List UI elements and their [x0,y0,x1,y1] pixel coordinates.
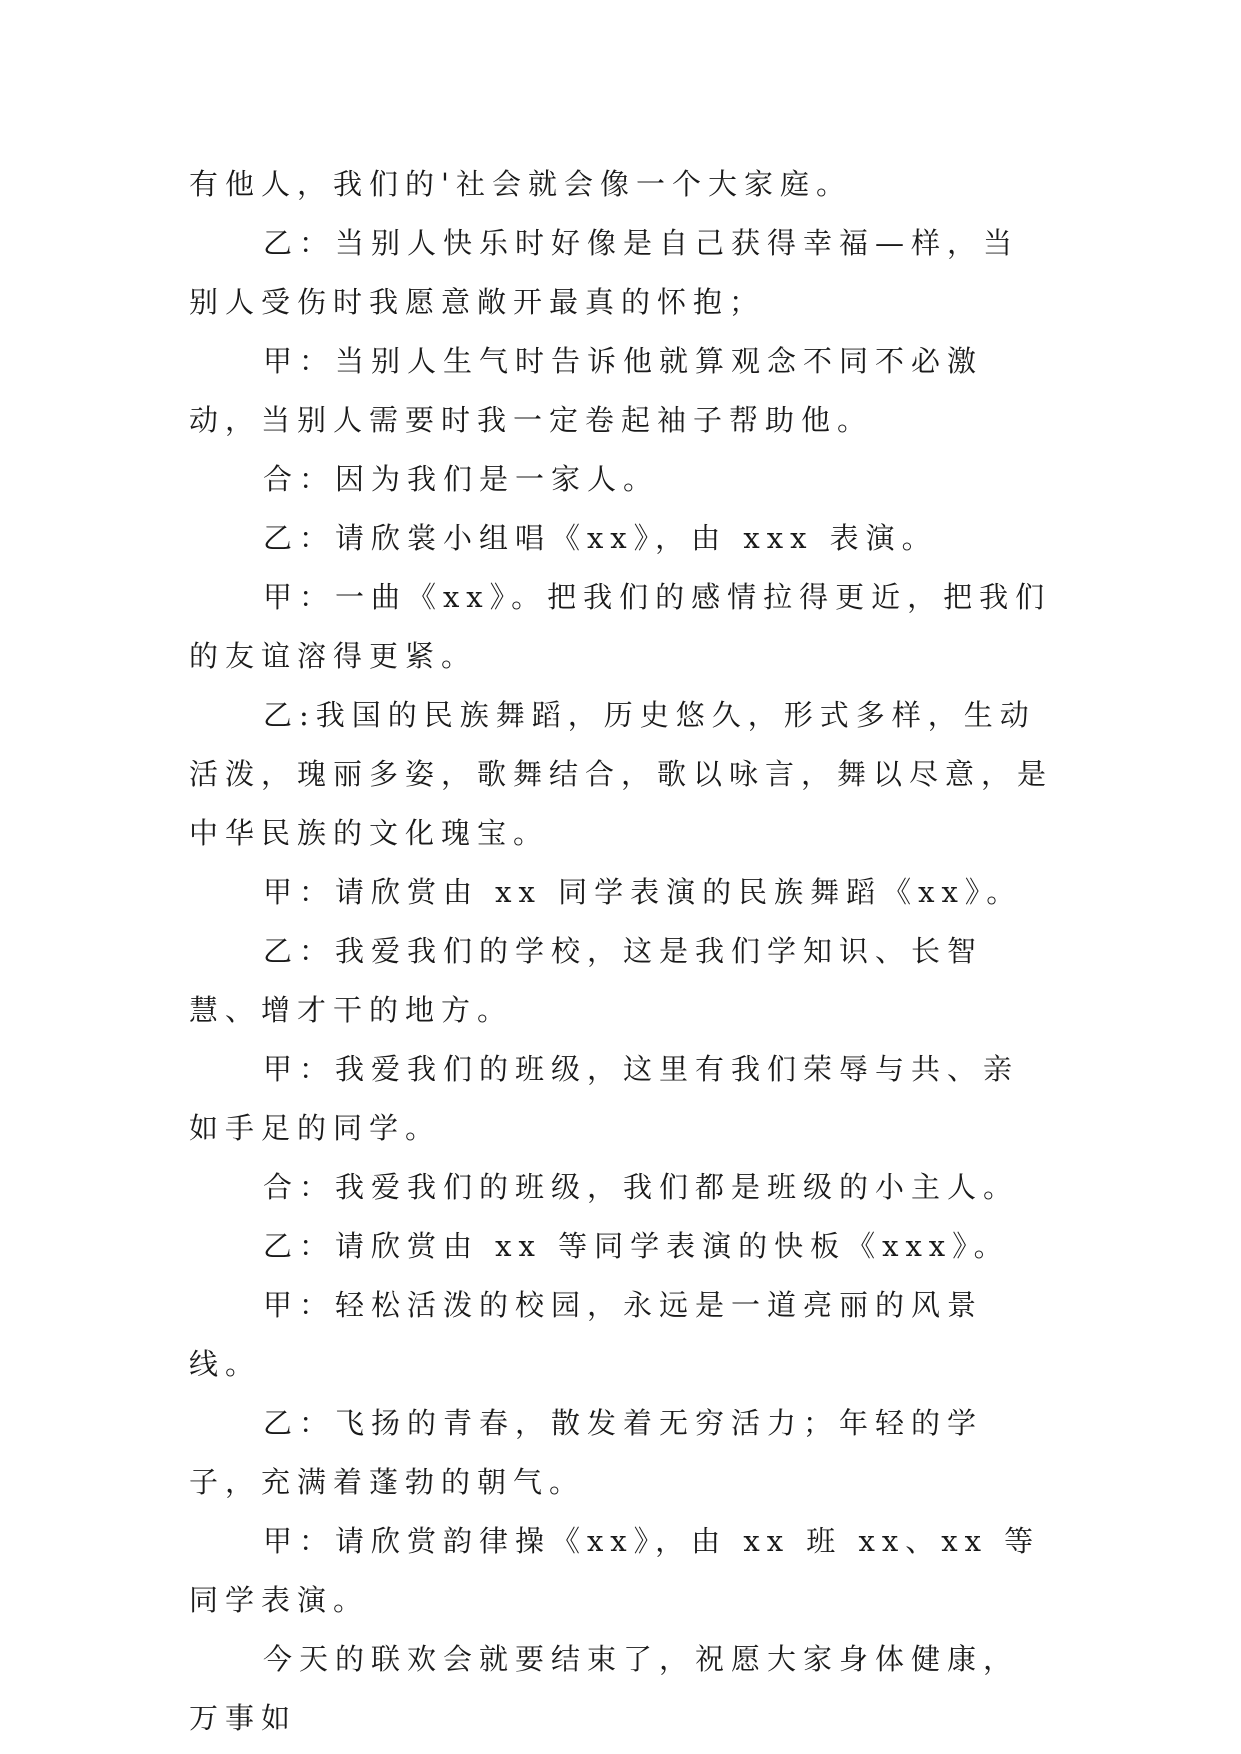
paragraph: 甲：当别人生气时告诉他就算观念不同不必激动，当别人需要时我一定卷起袖子帮助他。 [189,344,983,437]
paragraph: 甲：请欣赏由 xx 同学表演的民族舞蹈《xx》。 [262,875,1023,909]
paragraph: 乙：飞扬的青春，散发着无穷活力；年轻的学子，充满着蓬勃的朝气。 [189,1406,983,1499]
paragraph: 甲：请欣赏韵律操《xx》，由 xx 班 xx、xx 等同学表演。 [189,1524,1041,1617]
paragraph: 合：因为我们是一家人。 [262,462,659,496]
document-body [189,155,1054,1748]
paragraph: 甲：一曲《xx》。把我们的感情拉得更近，把我们的友谊溶得更紧。 [189,580,1052,673]
paragraph: 甲：轻松活泼的校园，永远是一道亮丽的风景线。 [189,1288,983,1381]
paragraph: 乙：我爱我们的学校，这是我们学知识、长智慧、增才干的地方。 [189,934,983,1027]
paragraph: 甲：我爱我们的班级，这里有我们荣辱与共、亲如手足的同学。 [189,1052,1019,1145]
paragraph: 乙：请欣裳小组唱《xx》，由 xxx 表演。 [262,521,938,555]
paragraph: 今天的联欢会就要结束了，祝愿大家身体健康，万事如 [189,1642,1019,1735]
paragraph: 乙:我国的民族舞蹈，历史悠久，形式多样，生动活泼，瑰丽多姿，歌舞结合，歌以咏言，舞以尽意，是中华民族的文化瑰宝。 [189,698,1054,850]
paragraph: 乙：当别人快乐时好像是自己获得幸福—样，当别人受伤时我愿意敞开最真的怀抱； [189,226,1019,319]
paragraph: 合：我爱我们的班级，我们都是班级的小主人。 [262,1170,1019,1204]
paragraph: 有他人，我们的'社会就会像一个大家庭。 [189,167,852,201]
paragraph: 乙：请欣赏由 xx 等同学表演的快板《xxx》。 [262,1229,1010,1263]
